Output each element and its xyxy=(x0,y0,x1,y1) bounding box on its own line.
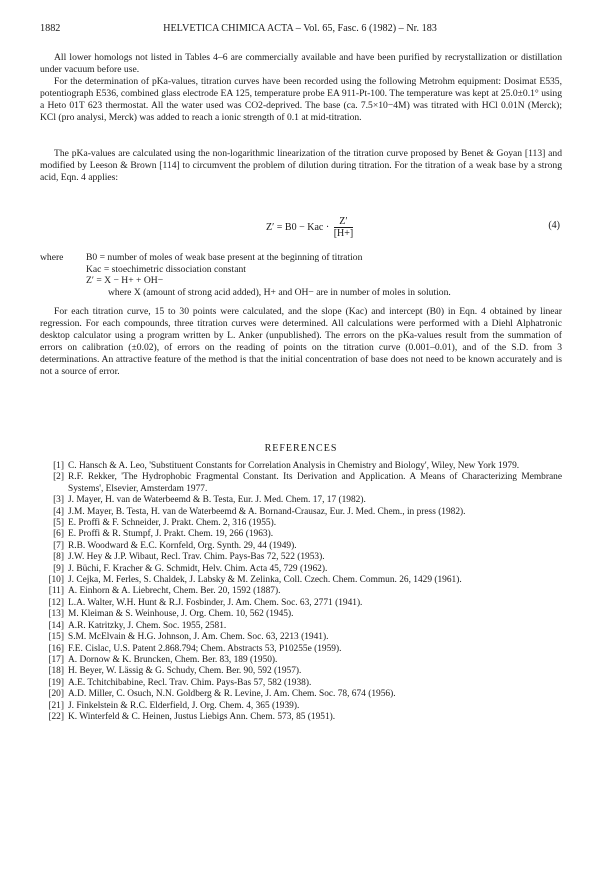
reference-number: [3] xyxy=(53,495,64,506)
reference-number: [7] xyxy=(53,540,64,551)
reference-number: [5] xyxy=(53,518,64,529)
paragraph-homologs: All lower homologs not listed in Tables 4–6 are commercially available and have been purified by recrystallization or distillation under vacuum before use. xyxy=(40,52,562,75)
reference-number: [12] xyxy=(48,597,64,608)
equation-definitions xyxy=(40,252,562,298)
reference-item xyxy=(40,701,562,712)
reference-text: F.E. Cislac, U.S. Patent 2.868.794; Chem. Abstracts 53, P10255e (1959). xyxy=(68,643,342,654)
reference-number: [13] xyxy=(48,609,64,620)
reference-item xyxy=(40,598,562,609)
reference-number: [1] xyxy=(53,461,64,471)
paragraph-pka-method: The pKa-values are calculated using the non-logarithmic linearization of the titration curve proposed by Benet & Goyan [113] and modified by Leeson & Brown [114] to circumvent the problem of dilution during titration. For the titration of a weak base by a strong acid, Eqn. 4 applies: xyxy=(40,148,562,183)
reference-text: M. Kleiman & S. Weinhouse, J. Org. Chem. 10, 562 (1945). xyxy=(68,609,294,620)
reference-number: [10] xyxy=(48,575,64,586)
reference-item xyxy=(40,518,562,529)
equation-4 xyxy=(40,210,562,240)
reference-item xyxy=(40,655,562,666)
reference-text: J.M. Mayer, B. Testa, H. van de Waterbeemd & A. Bornand-Crausaz, Eur. J. Med. Chem., in press (1982). xyxy=(68,506,466,517)
reference-number: [21] xyxy=(48,700,64,711)
references-list xyxy=(40,461,562,723)
reference-text: J. Finkelstein & R.C. Elderfield, J. Org. Chem. 4, 365 (1939). xyxy=(68,700,300,711)
reference-number: [6] xyxy=(53,529,64,540)
reference-text: E. Proffi & F. Schneider, J. Prakt. Chem. 2, 316 (1955). xyxy=(68,518,277,529)
reference-item xyxy=(40,495,562,506)
reference-item xyxy=(40,529,562,540)
equation-denominator: [H+] xyxy=(333,228,354,239)
reference-text: A. Einhorn & A. Liebrecht, Chem. Ber. 20, 1592 (1887). xyxy=(68,586,281,597)
page-header xyxy=(40,22,560,36)
reference-number: [2] xyxy=(53,472,64,483)
reference-text: R.B. Woodward & E.C. Kornfeld, Org. Synth. 29, 44 (1949). xyxy=(68,540,297,551)
reference-item xyxy=(40,621,562,632)
equation-lhs: Z′ = B0 − Kac · xyxy=(266,221,332,233)
reference-number: [16] xyxy=(48,643,64,654)
definition-z: Z′ = X − H+ + OH− xyxy=(86,275,164,287)
reference-item xyxy=(40,644,562,655)
reference-text: A.D. Miller, C. Osuch, N.N. Goldberg & R. Levine, J. Am. Chem. Soc. 78, 674 (1956). xyxy=(68,689,396,700)
reference-text: C. Hansch & A. Leo, 'Substituent Constants for Correlation Analysis in Chemistry and Biology', Wiley, New York 1979. xyxy=(68,461,520,471)
reference-text: R.F. Rekker, 'The Hydrophobic Fragmental Constant. Its Derivation and Application. A Means of Characterizing Membrane Systems', Elsevier, Amsterdam 1977. xyxy=(68,472,562,494)
definition-b0: B0 = number of moles of weak base present at the beginning of titration xyxy=(86,252,363,263)
reference-item xyxy=(40,575,562,586)
reference-item xyxy=(40,712,562,723)
paragraph-regression: For each titration curve, 15 to 30 points were calculated, and the slope (Kac) and intercept (B0) in Eqn. 4 obtained by linear regression. For each compounds, three titration curves were determined. All calculations were performed with a Diehl Alphatronic desktop calculator using a program written by L. Anker (unpublished). The errors on the pKa-values result from the summation of errors on calibration (±0.02), of errors on the reading of points on the titration curve (0.001–0.01), and of the S.D. from 3 determinations. An attractive feature of the method is that the initial concentration of base does not need to be known accurately and is not a source of error. xyxy=(40,306,562,377)
reference-number: [4] xyxy=(53,506,64,517)
reference-number: [22] xyxy=(48,711,64,722)
reference-item xyxy=(40,541,562,552)
reference-item xyxy=(40,678,562,689)
reference-text: K. Winterfeld & C. Heinen, Justus Liebigs Ann. Chem. 573, 85 (1951). xyxy=(68,711,336,722)
reference-item xyxy=(40,552,562,563)
reference-number: [11] xyxy=(48,586,64,597)
reference-number: [15] xyxy=(48,632,64,643)
page-number: 1882 xyxy=(40,23,61,34)
definition-x: where X (amount of strong acid added), H+ and OH− are in number of moles in solution. xyxy=(108,286,451,298)
reference-text: E. Proffi & R. Stumpf, J. Prakt. Chem. 19, 266 (1963). xyxy=(68,529,274,540)
reference-text: A.E. Tchitchibabine, Recl. Trav. Chim. Pays-Bas 57, 582 (1938). xyxy=(68,677,312,688)
reference-item xyxy=(40,632,562,643)
references-heading: REFERENCES xyxy=(264,443,338,454)
reference-text: J. Büchi, F. Kracher & G. Schmidt, Helv. Chim. Acta 45, 729 (1962). xyxy=(68,563,328,574)
reference-number: [8] xyxy=(53,552,64,563)
where-label: where xyxy=(40,252,64,263)
reference-number: [17] xyxy=(48,654,64,665)
reference-text: A.R. Katritzky, J. Chem. Soc. 1955, 2581. xyxy=(68,620,227,631)
reference-number: [18] xyxy=(48,666,64,677)
reference-item xyxy=(40,461,562,472)
reference-text: J. Mayer, H. van de Waterbeemd & B. Testa, Eur. J. Med. Chem. 17, 17 (1982). xyxy=(68,495,366,506)
reference-text: H. Beyer, W. Lässig & G. Schudy, Chem. Ber. 90, 592 (1957). xyxy=(68,666,302,677)
reference-number: [9] xyxy=(53,563,64,574)
reference-item xyxy=(40,666,562,677)
reference-item xyxy=(40,507,562,518)
reference-text: J. Cejka, M. Ferles, S. Chaldek, J. Labsky & M. Zelinka, Coll. Czech. Chem. Commun. 26, 1429 (1961). xyxy=(68,575,462,586)
reference-text: J.W. Hey & J.P. Wibaut, Recl. Trav. Chim. Pays-Bas 72, 522 (1953). xyxy=(68,552,325,563)
reference-item xyxy=(40,586,562,597)
equation-numerator: Z′ xyxy=(334,216,354,228)
reference-item xyxy=(40,609,562,620)
reference-number: [20] xyxy=(48,689,64,700)
reference-text: L.A. Walter, W.H. Hunt & R.J. Fosbinder, J. Am. Chem. Soc. 63, 2771 (1941). xyxy=(68,597,363,608)
reference-item xyxy=(40,564,562,575)
equation-number: (4) xyxy=(548,220,560,231)
definition-kac: Kac = stoechimetric dissociation constant xyxy=(86,263,246,275)
equation-fraction xyxy=(334,216,354,239)
reference-item xyxy=(40,472,562,495)
reference-number: [19] xyxy=(48,677,64,688)
reference-text: A. Dornow & K. Bruncken, Chem. Ber. 83, 189 (1950). xyxy=(68,654,278,665)
reference-text: S.M. McElvain & H.G. Johnson, J. Am. Chem. Soc. 63, 2213 (1941). xyxy=(68,632,329,643)
reference-item xyxy=(40,689,562,700)
reference-number: [14] xyxy=(48,620,64,631)
running-title: HELVETICA CHIMICA ACTA – Vol. 65, Fasc. 6 (1982) – Nr. 183 xyxy=(163,23,437,34)
paragraph-titration-equipment: For the determination of pKa-values, titration curves have been recorded using the following Metrohm equipment: Dosimat E535, potentiograph E536, combined glass electrode EA 125, temperature probe EA 911-Pt-100. The temperature was kept at 25.0±0.1° using a Heto 01T 623 thermostat. All the water used was CO2-deprived. The base (ca. 7.5×10−4M) was titrated with HCl 0.01N (Merck); KCl (pro analysi, Merck) was added to reach a ionic strength of 0.1 at mid-titration. xyxy=(40,76,562,123)
